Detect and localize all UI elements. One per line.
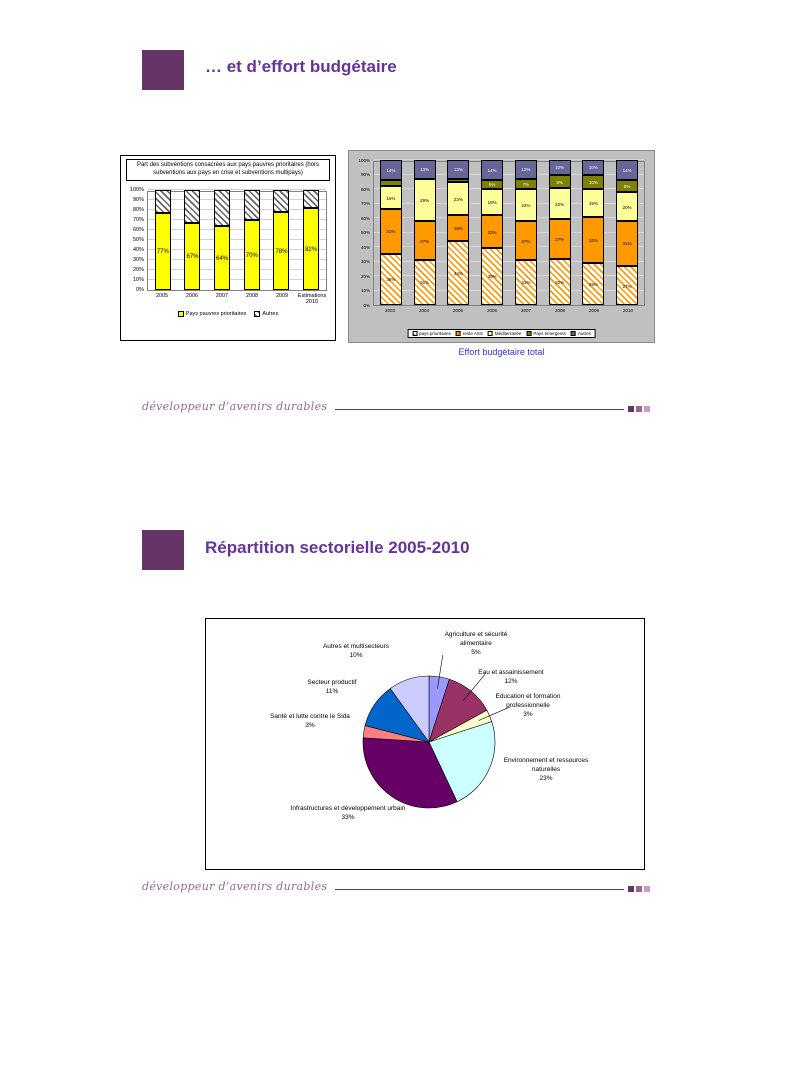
bars [374,162,644,305]
y-tick-label: 70% [360,201,370,207]
y-tick-label: 100% [358,157,370,163]
bar-value-label: 22% [555,201,565,207]
bar-value-label: 27% [555,237,565,243]
bar-value-label: 67% [186,253,199,260]
bar [214,190,230,290]
bar-value-label: 8% [623,184,631,190]
pie-label [433,631,519,657]
bar-segment [549,259,571,305]
bar-segment [214,190,230,226]
bar-segment [380,180,402,186]
bar-value-label: 20% [622,204,632,210]
bar [481,160,503,305]
footer-line [335,409,624,410]
tagline: développeur d’avenirs durables [142,880,328,893]
budget-effort-chart [348,150,655,343]
bar-value-label: 23% [487,230,497,236]
y-tick-label: 50% [132,236,144,243]
bar-value-label: 31% [521,280,531,286]
bar-segment [244,220,260,290]
bars [148,192,326,290]
legend-item [412,331,451,336]
bar-value-label: 27% [521,238,531,244]
bar-value-label: 82% [305,246,318,253]
bar-segment [515,189,537,221]
pie-label [287,679,377,697]
bar-segment [414,260,436,305]
pie-label [473,693,583,719]
bar-segment [616,180,638,192]
bar-segment [184,223,200,290]
footer-square-icon [644,406,650,412]
bar-segment [273,212,289,290]
bar-value-label: 31% [386,229,396,235]
bar-segment [447,215,469,241]
pie-label-value: 3% [523,710,533,718]
x-tick-label: 2007 [520,308,531,313]
footer-line [335,889,624,890]
y-tick-label: 80% [132,206,144,213]
bar-segment [549,219,571,258]
bar-segment [481,215,503,248]
plot-area [373,161,645,306]
footer-square-icon [636,406,642,412]
bar-value-label: 22% [521,203,531,209]
bar-segment [447,241,469,305]
bar-value-label: 9% [556,179,563,185]
bar-segment [582,175,604,190]
slide1-footer [142,400,650,413]
grid-line [148,189,326,190]
y-tick-label: 50% [360,230,370,236]
slide2-footer [142,880,650,893]
right-chart-legend [407,329,596,338]
bar-segment [380,160,402,180]
legend-swatch-icon [456,331,461,336]
pie-label-value: 3% [305,721,315,729]
bar-segment [515,260,537,305]
bar [273,190,289,290]
bar-value-label: 44% [453,271,463,277]
bar [582,160,604,305]
left-chart-legend [121,311,335,317]
bar-segment [155,213,171,290]
pie-label-name: Santé et lutte contre le Sida [270,713,350,720]
x-tick-label: 2006 [486,308,497,313]
bar-segment [616,221,638,266]
bar-segment [582,189,604,217]
legend-item [456,331,483,336]
y-tick-label: 80% [360,186,370,192]
pie-label [301,643,411,661]
bar-segment [549,188,571,220]
pie-label-value: 33% [341,813,355,821]
pie-label-value: 10% [349,651,363,659]
tagline: développeur d’avenirs durables [142,400,328,413]
bar-segment [515,179,537,189]
x-tick-label: 2008 [554,308,565,313]
footer-square-icon [644,886,650,892]
x-labels [147,293,327,306]
x-tick-label: 2003 [384,308,395,313]
bar-segment [549,160,571,175]
y-tick-label: 60% [132,226,144,233]
legend-swatch-icon [488,331,493,336]
y-tick-label: 30% [132,256,144,263]
bar-value-label: 18% [487,200,497,206]
legend-label: Autres [262,310,279,317]
plot-area [147,191,327,291]
y-tick-label: 20% [132,266,144,273]
bar-value-label: 64% [216,255,229,262]
bar-value-label: 10% [555,165,565,171]
pie-label [288,805,408,823]
bar-value-label: 14% [386,168,396,174]
x-tick-label: 2006 [185,292,199,299]
pie-label-value: 23% [539,774,553,782]
pie-label [461,669,561,687]
legend-item [254,311,278,317]
y-tick-label: 60% [360,215,370,221]
y-tick-label: 100% [129,186,144,193]
bar-segment [616,160,638,180]
y-tick-label: 70% [132,216,144,223]
footer-squares-icon [628,886,650,892]
bar-value-label: 19% [588,201,598,207]
x-tick-label: 2007 [215,292,229,299]
bar [414,160,436,305]
footer-square-icon [628,406,634,412]
legend-label: Autres [577,331,591,336]
footer-square-icon [628,886,634,892]
x-tick-label: 2004 [418,308,429,313]
bar-segment [414,221,436,260]
legend-item [526,331,566,336]
y-tick-label: 10% [132,276,144,283]
legend-swatch-icon [412,331,417,336]
bar-value-label: 32% [588,237,598,243]
bar [303,190,319,290]
slide1-accent-square [142,50,184,90]
pie-label-value: 5% [471,648,481,656]
legend-item [571,331,591,336]
bar-segment [184,190,200,223]
slide2-title: Répartition sectorielle 2005-2010 [205,538,470,557]
bar-segment [244,190,260,220]
x-tick-label: 2005 [452,308,463,313]
x-tick-label: 2008 [245,292,259,299]
bar-value-label: 77% [156,248,169,255]
bar-value-label: 27% [622,283,632,289]
bar-segment [380,209,402,254]
bar [515,160,537,305]
bar-segment [380,186,402,209]
bar [155,190,171,290]
pie-label-name: Environnement et ressources naturelles [503,757,589,773]
bar-value-label: 14% [487,168,497,174]
legend-swatch-icon [254,311,260,317]
bar [447,160,469,305]
bar [380,160,402,305]
grants-share-chart [120,155,336,341]
footer-square-icon [636,886,642,892]
bar-value-label: 10% [588,165,598,171]
bar-segment [273,190,289,212]
x-labels [373,308,645,313]
bar-segment [515,160,537,179]
y-tick-label: 20% [360,273,370,279]
legend-label: Pays émergents [533,331,566,336]
bar-value-label: 7% [522,181,530,187]
x-tick-label: 2009 [275,292,289,299]
footer-squares-icon [628,406,650,412]
right-chart-plot [349,151,654,319]
legend-label: pays prioritaires [419,331,451,336]
y-tick-label: 90% [132,196,144,203]
x-tick-label: 2009 [588,308,599,313]
bar-value-label: 13% [521,167,531,173]
bar-segment [481,248,503,305]
bar [616,160,638,305]
bar-value-label: 29% [588,281,598,287]
pie-label-name: Education et formation professionnelle [495,693,561,709]
bar-segment [214,226,230,290]
legend-item [488,331,522,336]
bar-segment [303,208,319,290]
slide1-title: … et d’effort budgétaire [205,57,397,76]
bar-segment [414,160,436,179]
pie-label-name: Autres et multisecteurs [322,643,390,650]
pie-label-value: 11% [325,687,339,695]
bar-value-label: 31% [420,280,430,286]
pie-label-name: Agriculture et sécurité alimentaire [444,631,508,647]
bar-segment [582,217,604,263]
legend-label: reste ASS [462,331,483,336]
bar-segment [414,179,436,221]
legend-swatch-icon [178,311,184,317]
bar-segment [515,221,537,260]
pie-label [260,713,360,731]
bar-value-label: 10% [588,179,598,185]
x-tick-label: Estimations 2010 [297,292,327,305]
pie-label-name: Secteur productif [307,679,357,686]
bar-value-label: 78% [275,248,288,255]
bar-segment [447,182,469,215]
legend-label: Pays pauvres prioritaires [185,310,247,317]
bar-segment [155,190,171,213]
bar-segment [549,175,571,188]
bar-segment [303,190,319,208]
bar-segment [616,192,638,221]
bar-segment [582,160,604,175]
y-tick-label: 0% [136,286,144,293]
y-tick-label: 40% [360,244,370,250]
bar-segment [447,179,469,182]
bar-value-label: 13% [420,167,430,173]
bar-value-label: 29% [420,197,430,203]
y-tick-label: 0% [363,302,370,308]
pie-label-name: Infrastructures et développement urbain [290,805,406,812]
bar-value-label: 35% [386,277,396,283]
pie-labels [206,619,644,869]
bar [184,190,200,290]
bar [244,190,260,290]
bar-segment [616,266,638,305]
x-tick-label: 2010 [622,308,633,313]
legend-label: Méditerranée [494,331,522,336]
bar-value-label: 39% [487,274,497,280]
pie-label-name: Eau et assainissement [478,669,544,676]
bar-value-label: 27% [420,238,430,244]
legend-swatch-icon [526,331,531,336]
right-chart-caption: Effort budgétaire total [458,347,545,357]
bar [549,160,571,305]
slide2-accent-square [142,530,184,570]
bar-value-label: 13% [453,167,463,173]
bar-segment [481,180,503,189]
bar-value-label: 32% [555,279,565,285]
left-chart-title: Part des subventions consacrées aux pays pauvres prioritaires (hors subventions aux pays en crise et subventions multipays) [126,159,330,181]
bar-segment [380,254,402,305]
bar-value-label: 31% [622,240,632,246]
bar-value-label: 70% [245,252,258,259]
legend-swatch-icon [571,331,576,336]
bar-value-label: 23% [453,196,463,202]
y-tick-label: 40% [132,246,144,253]
bar-segment [481,189,503,215]
bar-value-label: 18% [453,226,463,232]
y-tick-label: 10% [360,288,370,294]
bar-value-label: 6% [488,182,496,188]
legend-item [178,311,247,317]
x-tick-label: 2005 [155,292,169,299]
left-chart-plot [121,183,335,311]
bar-value-label: 14% [622,168,632,174]
sector-pie-chart [205,618,645,870]
y-tick-label: 30% [360,259,370,265]
bar-segment [582,263,604,305]
y-tick-label: 90% [360,172,370,178]
pie-label [494,757,598,783]
pie-label-value: 12% [504,677,518,685]
bar-value-label: 16% [386,196,396,202]
bar-segment [481,160,503,180]
bar-segment [447,160,469,179]
